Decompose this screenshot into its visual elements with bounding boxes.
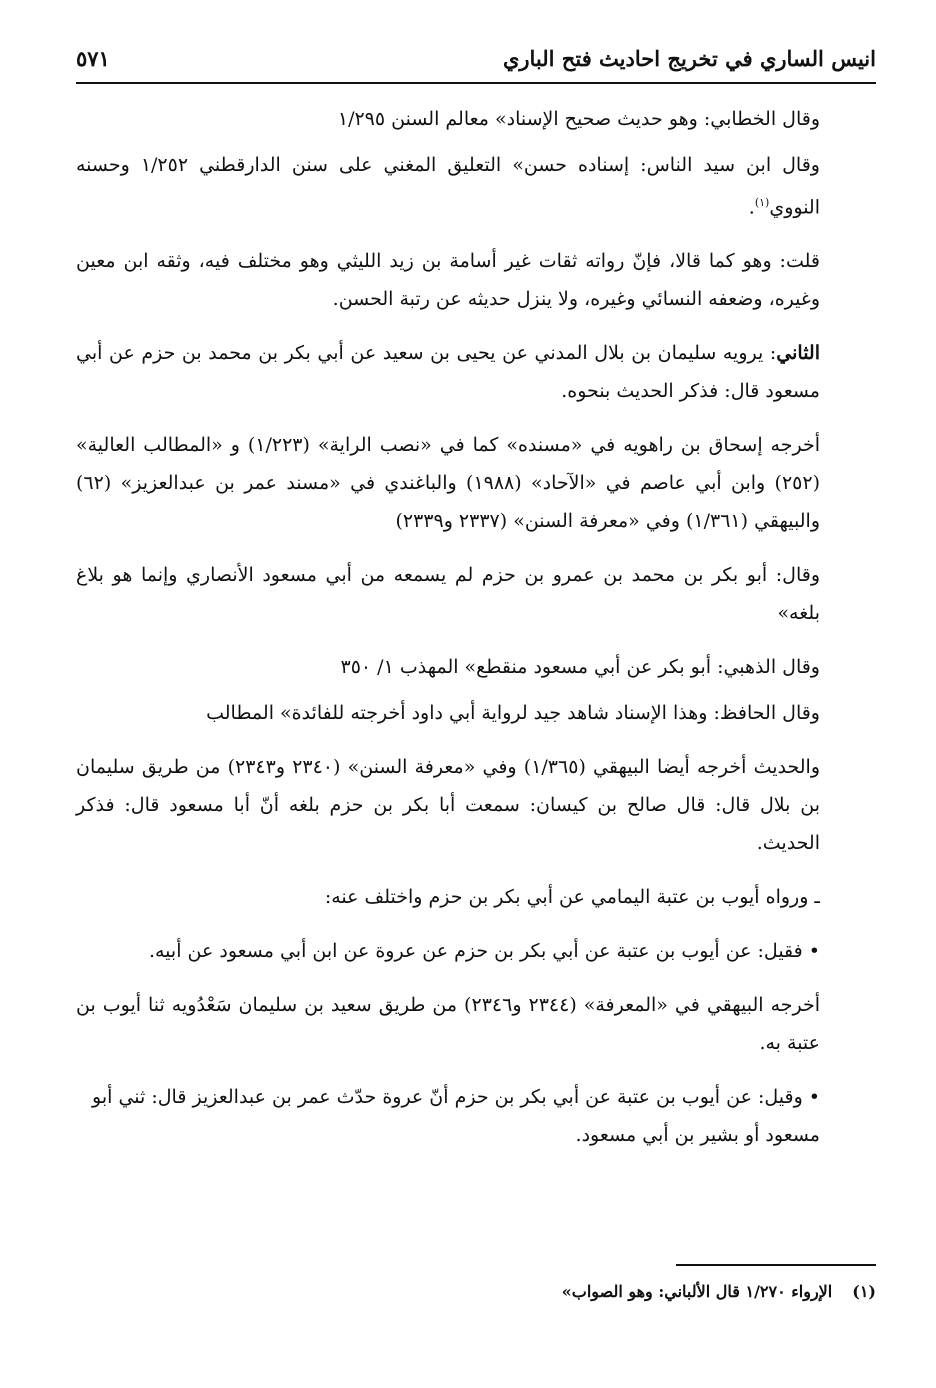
paragraph-qultu: قلت: وهو كما قالا، فإنّ رواته ثقات غير أسامة بن زيد الليثي وهو مختلف فيه، وثقه ابن معين وغيره، وضعفه النسائي وغيره، ولا ينزل حديثه عن رتبة الحسن.: [76, 250, 820, 311]
book-title: انيس الساري في تخريج احاديث فتح الباري: [502, 46, 876, 71]
footnote-divider: [676, 1264, 876, 1266]
paragraph-takhrij-ishaq: أخرجه إسحاق بن راهويه في «مسنده» كما في «نصب الراية» (١/٢٢٣) و «المطالب العالية» (٢٥٢) وابن أبي عاصم في «الآحاد» (١٩٨٨) والباغندي في «مسند عمر بن عبدالعزيز» (٦٢) والبيهقي (١/٣٦١) وفي «معرفة السنن» (٢٣٣٧ و٢٣٣٩): [76, 434, 820, 533]
main-text: [76, 100, 876, 1170]
paragraph-fa-qila: • فقيل: عن أيوب بن عتبة عن أبي بكر بن حزم عن عروة عن ابن أبي مسعود عن أبيه.: [148, 940, 820, 963]
second-text: : يرويه سليمان بن بلال المدني عن يحيى بن سعيد عن أبي بكر بن محمد بن حزم عن أبي مسعود قال: فذكر الحديث بنحوه.: [76, 342, 820, 403]
page-number: ٥٧١: [76, 46, 110, 71]
paragraph-bayhaqi-also: والحديث أخرجه أيضا البيهقي (١/٣٦٥) وفي «معرفة السنن» (٢٣٤٠ و٢٣٤٣) من طريق سليمان بن بلال قال: قال صالح بن كيسان: سمعت أبا بكر بن حزم بلغه أنّ أبا مسعود قال: فذكر الحديث.: [76, 756, 820, 855]
paragraph-second: [76, 334, 876, 410]
paragraph-dhahabi: وقال الذهبي: أبو بكر عن أبي مسعود منقطع» المهذب ١/ ٣٥٠: [340, 656, 820, 679]
paragraph-wa-qila: • وقيل: عن أيوب بن عتبة عن أبي بكر بن حزم أنّ عروة حدّث عمر بن عبدالعزيز قال: ثني أبو مسعود أو بشير بن أبي مسعود.: [92, 1086, 820, 1147]
paragraph-bayhaqi-comment: وقال: أبو بكر بن محمد بن عمرو بن حزم لم يسمعه من أبي مسعود الأنصاري وإنما هو بلاغ بلغه»: [76, 564, 820, 625]
paragraph-ibn-sayyid-text: وقال ابن سيد الناس: إسناده حسن» التعليق المغني على سنن الدارقطني ١/٢٥٢ وحسنه النووي: [76, 154, 820, 219]
footnote-marker: (١): [754, 196, 770, 209]
paragraph-ibn-sayyid: وقال ابن سيد الناس: إسناده حسن» التعليق المغني على سنن الدارقطني ١/٢٥٢ وحسنه النووي$^{(١)}$.: [76, 154, 820, 219]
second-heading: الثاني: [776, 342, 820, 365]
footnote-number: (١): [852, 1282, 876, 1301]
footnote: [76, 1282, 876, 1301]
running-header: [76, 40, 876, 84]
footnote-text: الإرواء ١/٢٧٠ قال الألباني: وهو الصواب»: [561, 1282, 833, 1301]
paragraph-ayyub: ـ ورواه أيوب بن عتبة اليمامي عن أبي بكر بن حزم واختلف عنه:: [324, 886, 820, 909]
paragraph-bayhaqi-marifa: أخرجه البيهقي في «المعرفة» (٢٣٤٤ و٢٣٤٦) من طريق سعيد بن سليمان سَعْدُويه ثنا أيوب بن عتبة به.: [76, 994, 821, 1055]
paragraph-hafiz: وقال الحافظ: وهذا الإسناد شاهد جيد لرواية أبي داود أخرجته للفائدة» المطالب: [206, 702, 820, 725]
paragraph-khattabi: وقال الخطابي: وهو حديث صحيح الإسناد» معالم السنن ١/٢٩٥: [337, 108, 820, 130]
